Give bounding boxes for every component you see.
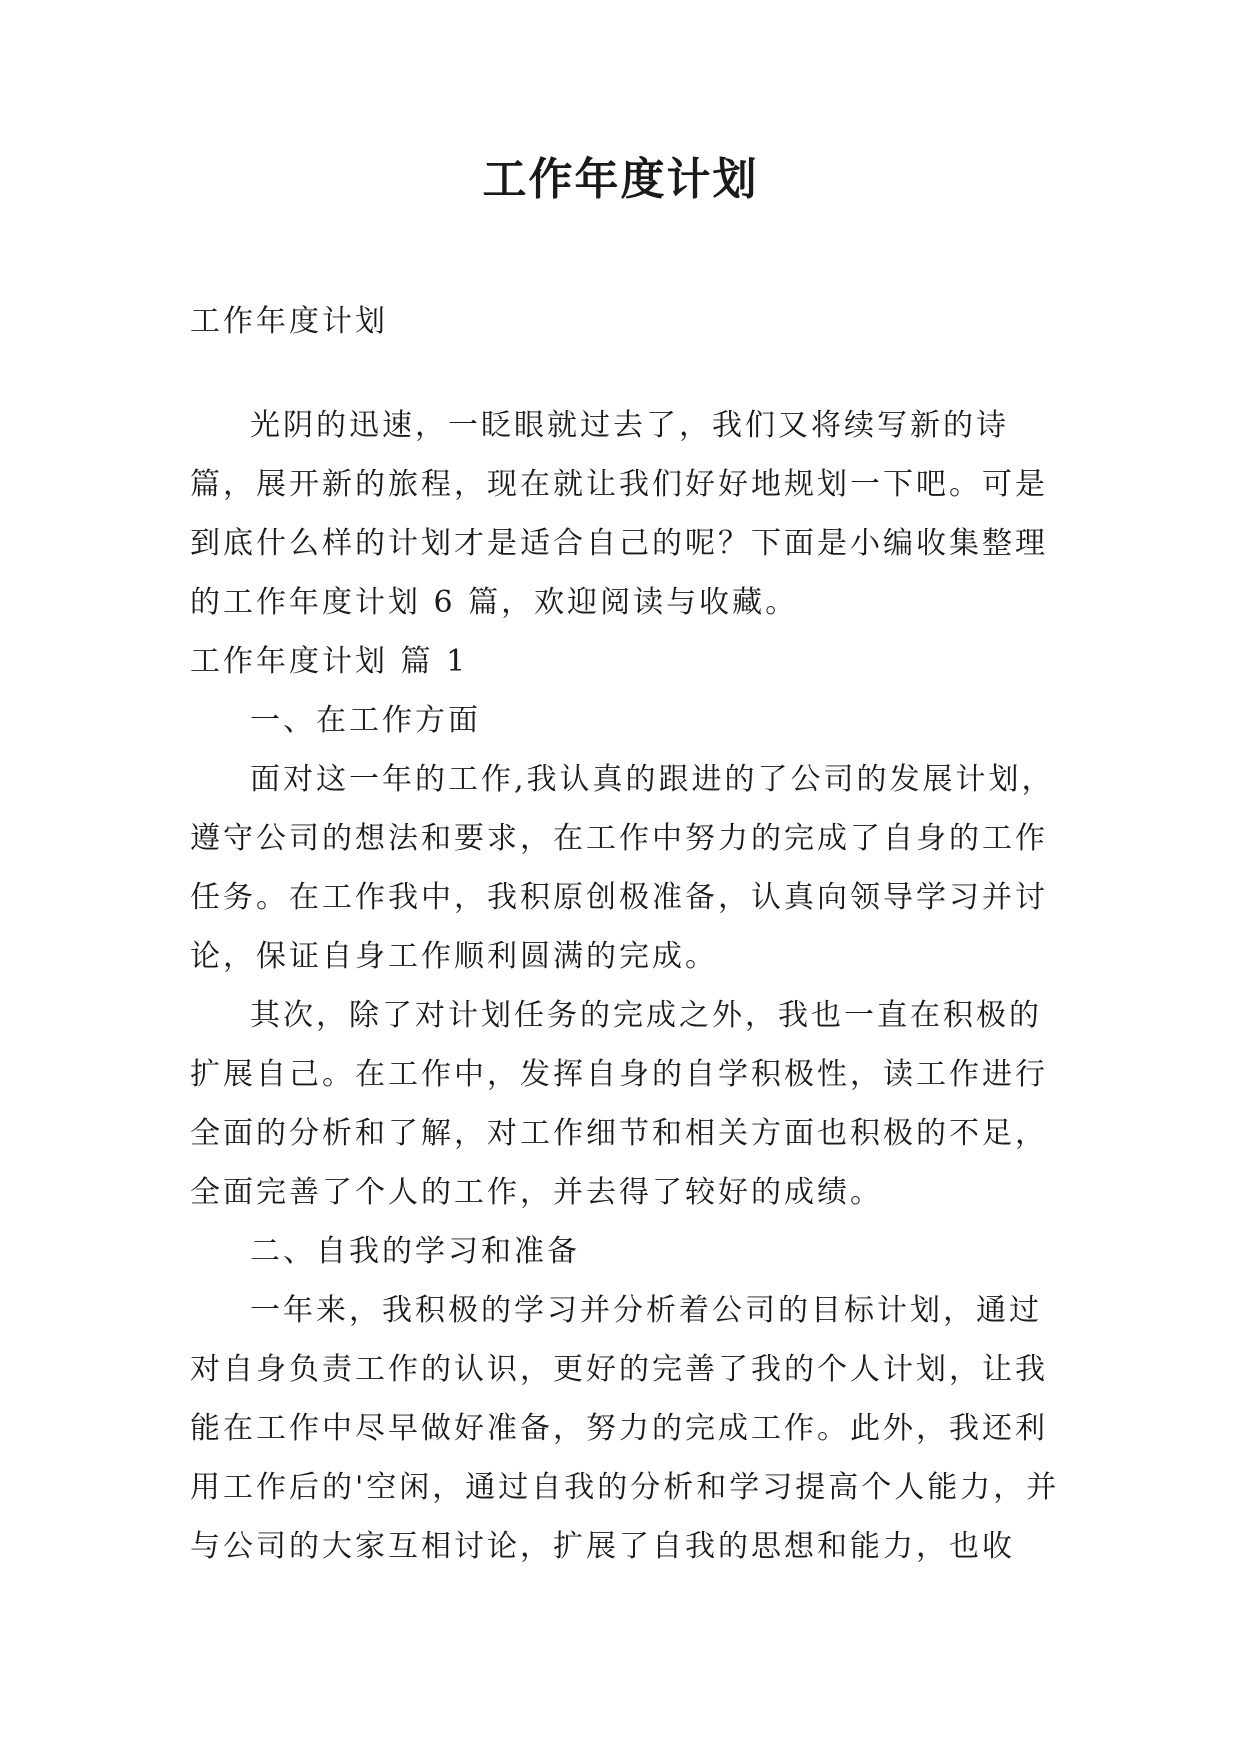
part2-paragraph-1: 一年来，我积极的学习并分析着公司的目标计划，通过对自身负责工作的认识，更好的完善了我的个人计划，让我能在工作中尽早做好准备，努力的完成工作。此外，我还利用工作后的'空闲，通过自我的分析和学习提高个人能力，并与公司的大家互相讨论，扩展了自我的思想和能力，也收 [190, 1293, 1060, 1564]
document-body [190, 292, 1060, 1576]
part1-paragraph-2: 其次，除了对计划任务的完成之外，我也一直在积极的扩展自己。在工作中，发挥自身的自学积极性，读工作进行全面的分析和了解，对工作细节和相关方面也积极的不足，全面完善了个人的工作，并去得了较好的成绩。 [190, 998, 1048, 1210]
part1-paragraph-1: 面对这一年的工作,我认真的跟进的了公司的发展计划，遵守公司的想法和要求，在工作中努力的完成了自身的工作任务。在工作我中，我积原创极准备，认真向领导学习并讨论，保证自身工作顺利圆满的完成。 [190, 762, 1055, 974]
part1-heading: 一、在工作方面 [250, 703, 481, 738]
document-title: 工作年度计划 [482, 154, 759, 205]
part2-heading: 二、自我的学习和准备 [250, 1234, 580, 1269]
section-heading: 工作年度计划 篇 1 [190, 644, 469, 679]
document-subtitle: 工作年度计划 [190, 304, 388, 339]
intro-paragraph: 光阴的迅速，一眨眼就过去了，我们又将续写新的诗篇，展开新的旅程，现在就让我们好好地规划一下吧。可是到底什么样的计划才是适合自己的呢？下面是小编收集整理的工作年度计划 6 篇，欢迎阅读与收藏。 [190, 408, 1048, 620]
